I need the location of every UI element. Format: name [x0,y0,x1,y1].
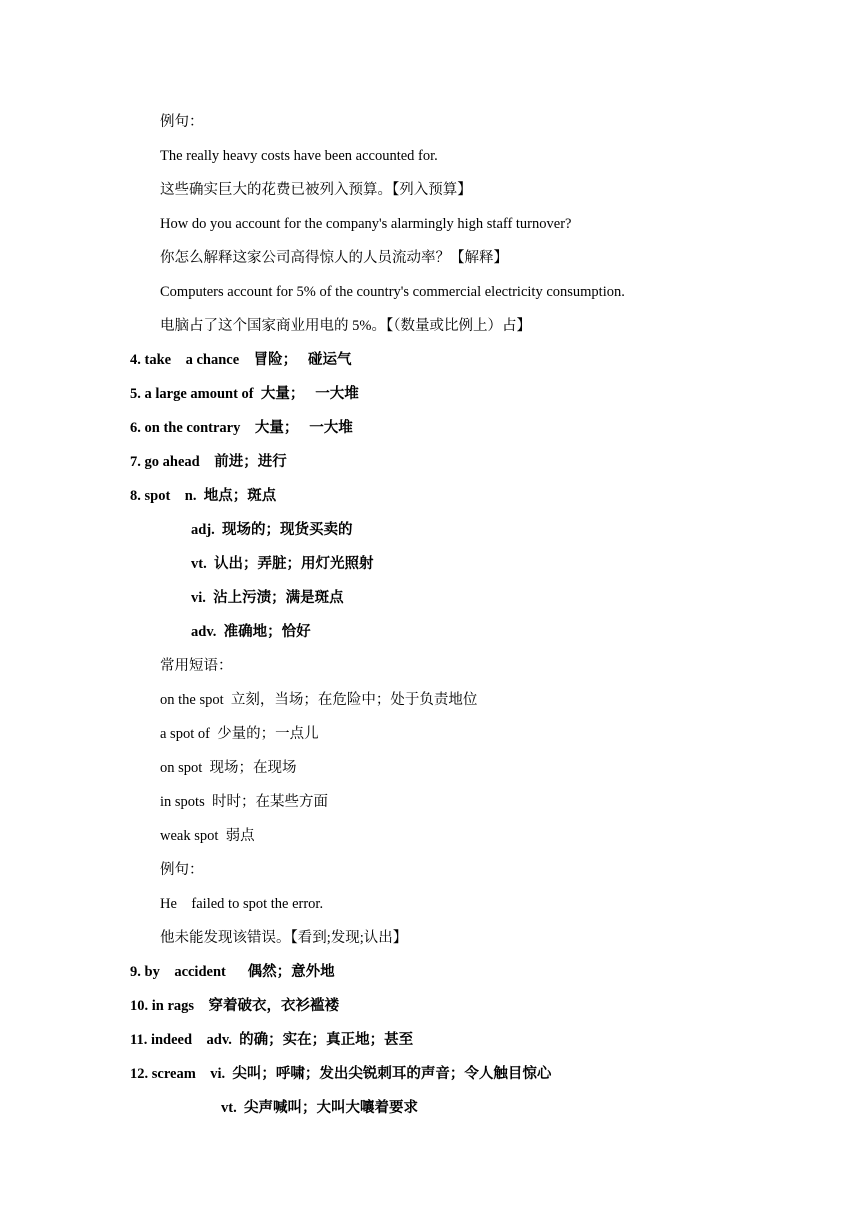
phrase-item: in spots 时时；在某些方面 [160,794,328,810]
vocab-entry: 5. a large amount of 大量； 一大堆 [130,386,359,402]
vocab-entry: 4. take a chance 冒险； 碰运气 [130,352,352,368]
vocab-entry: 11. indeed adv. 的确；实在；真正地；甚至 [130,1032,414,1048]
example-heading: 例句： [160,114,204,130]
phrase-item: a spot of 少量的；一点儿 [160,726,319,742]
example-sentence-en: Computers account for 5% of the country's commercial electricity consumption. [160,284,625,300]
vocab-entry: 7. go ahead 前进；进行 [130,454,287,470]
example-sentence-en: The really heavy costs have been accounted for. [160,148,438,164]
example-sentence-en: He failed to spot the error. [160,896,324,912]
vocab-sense: adv. 准确地；恰好 [191,624,311,640]
vocab-sense: vt. 尖声喊叫；大叫大嚷着要求 [221,1100,418,1116]
vocab-sense: vt. 认出；弄脏；用灯光照射 [191,556,374,572]
vocab-entry: 12. scream vi. 尖叫；呼啸；发出尖锐刺耳的声音；令人触目惊心 [130,1066,552,1082]
example-sentence-zh: 他未能发现该错误。【看到;发现;认出】 [160,930,408,946]
example-heading: 例句： [160,862,204,878]
vocab-sense: vi. 沾上污渍；满是斑点 [191,590,344,606]
phrase-item: weak spot 弱点 [160,828,255,844]
vocab-entry: 6. on the contrary 大量； 一大堆 [130,420,353,436]
vocab-entry: 9. by accident 偶然；意外地 [130,964,335,980]
example-sentence-zh: 你怎么解释这家公司高得惊人的人员流动率？【解释】 [160,250,508,266]
vocab-sense: adj. 现场的；现货买卖的 [191,522,353,538]
vocab-entry: 10. in rags 穿着破衣，衣衫褴褛 [130,998,340,1014]
vocab-entry: 8. spot n. 地点；斑点 [130,488,277,504]
phrase-item: on spot 现场；在现场 [160,760,297,776]
example-sentence-zh: 这些确实巨大的花费已被列入预算。【列入预算】 [160,182,472,198]
phrases-heading: 常用短语： [160,658,233,674]
example-sentence-en: How do you account for the company's alarmingly high staff turnover? [160,216,572,232]
example-sentence-zh: 电脑占了这个国家商业用电的 5%。【（数量或比例上）占】 [160,318,531,334]
phrase-item: on the spot 立刻，当场；在危险中；处于负责地位 [160,692,478,708]
